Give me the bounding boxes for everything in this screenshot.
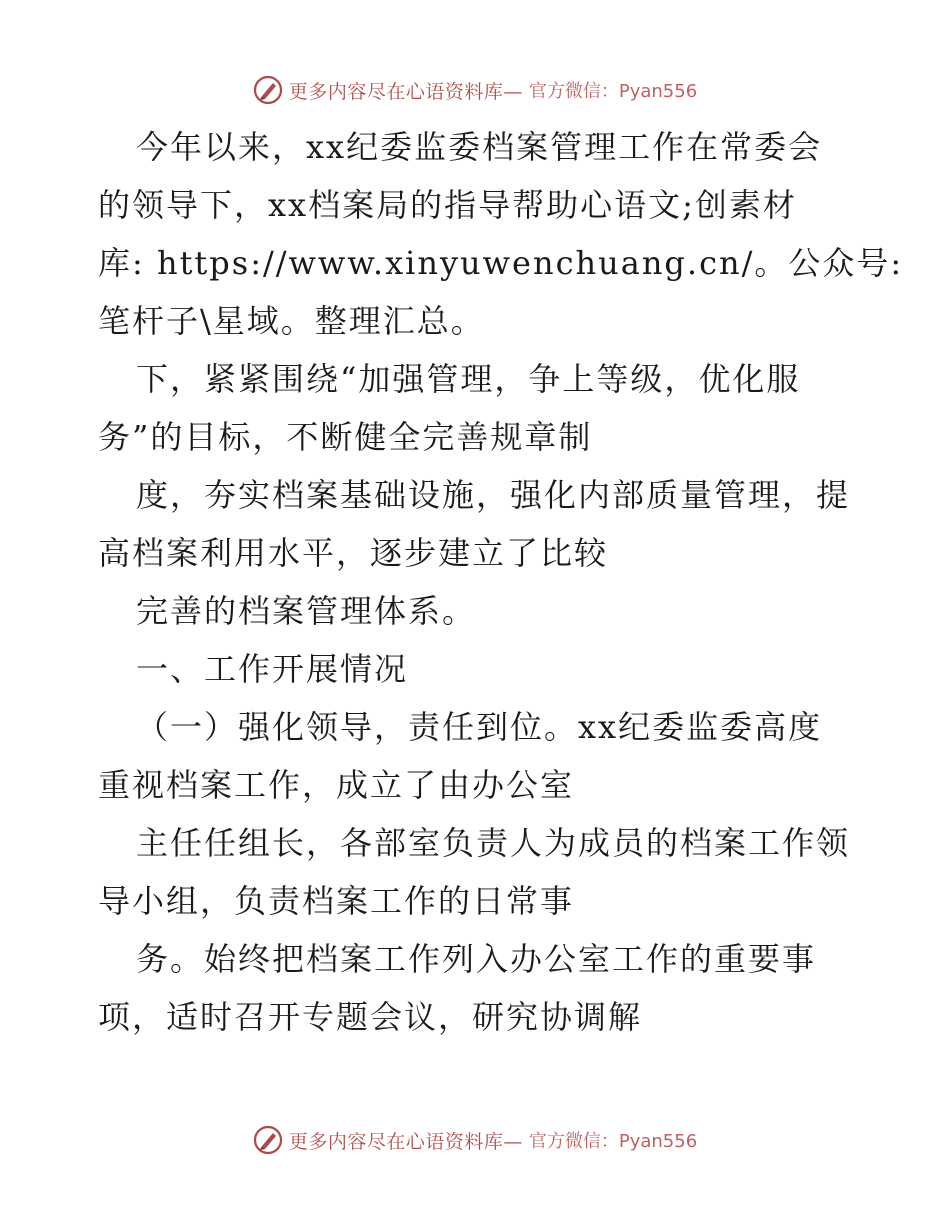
watermark-contact: 官方微信：Pyan556 bbox=[528, 1131, 698, 1152]
body-line: 下，紧紧围绕“加强管理，争上等级，优化服 bbox=[136, 360, 801, 398]
footer-watermark bbox=[0, 1122, 950, 1158]
watermark-text: 更多内容尽在心语资料库— bbox=[288, 1130, 523, 1153]
pen-logo-icon bbox=[253, 75, 283, 105]
body-line: 高档案利用水平，逐步建立了比较 bbox=[98, 534, 609, 572]
body-line: 主任任组长，各部室负责人为成员的档案工作领 bbox=[136, 824, 851, 862]
body-line: 笔杆子\星域。整理汇总。 bbox=[98, 302, 485, 340]
body-line: 今年以来，xx纪委监委档案管理工作在常委会 bbox=[136, 128, 823, 166]
body-line: （一）强化领导，责任到位。xx纪委监委高度 bbox=[136, 708, 823, 746]
body-line: 务”的目标，不断健全完善规章制 bbox=[98, 418, 593, 456]
body-line: 库: https://www.xinyuwenchuang.cn/。公众号: bbox=[98, 244, 904, 282]
body-line: 度，夯实档案基础设施，强化内部质量管理，提 bbox=[136, 476, 851, 514]
body-line: 务。始终把档案工作列入办公室工作的重要事 bbox=[136, 940, 817, 978]
body-line: 完善的档案管理体系。 bbox=[136, 592, 477, 630]
pen-logo-icon bbox=[253, 1125, 283, 1155]
watermark-text: 更多内容尽在心语资料库— bbox=[288, 80, 523, 103]
watermark-contact: 官方微信：Pyan556 bbox=[528, 81, 698, 102]
document-body bbox=[98, 118, 904, 1046]
header-watermark bbox=[0, 72, 950, 108]
body-line: 的领导下，xx档案局的指导帮助心语文;创素材 bbox=[98, 186, 797, 224]
body-line: 导小组，负责档案工作的日常事 bbox=[98, 882, 575, 920]
body-line: 重视档案工作，成立了由办公室 bbox=[98, 766, 575, 804]
body-line: 项，适时召开专题会议，研究协调解 bbox=[98, 998, 643, 1036]
section-heading: 一、工作开展情况 bbox=[136, 650, 409, 688]
